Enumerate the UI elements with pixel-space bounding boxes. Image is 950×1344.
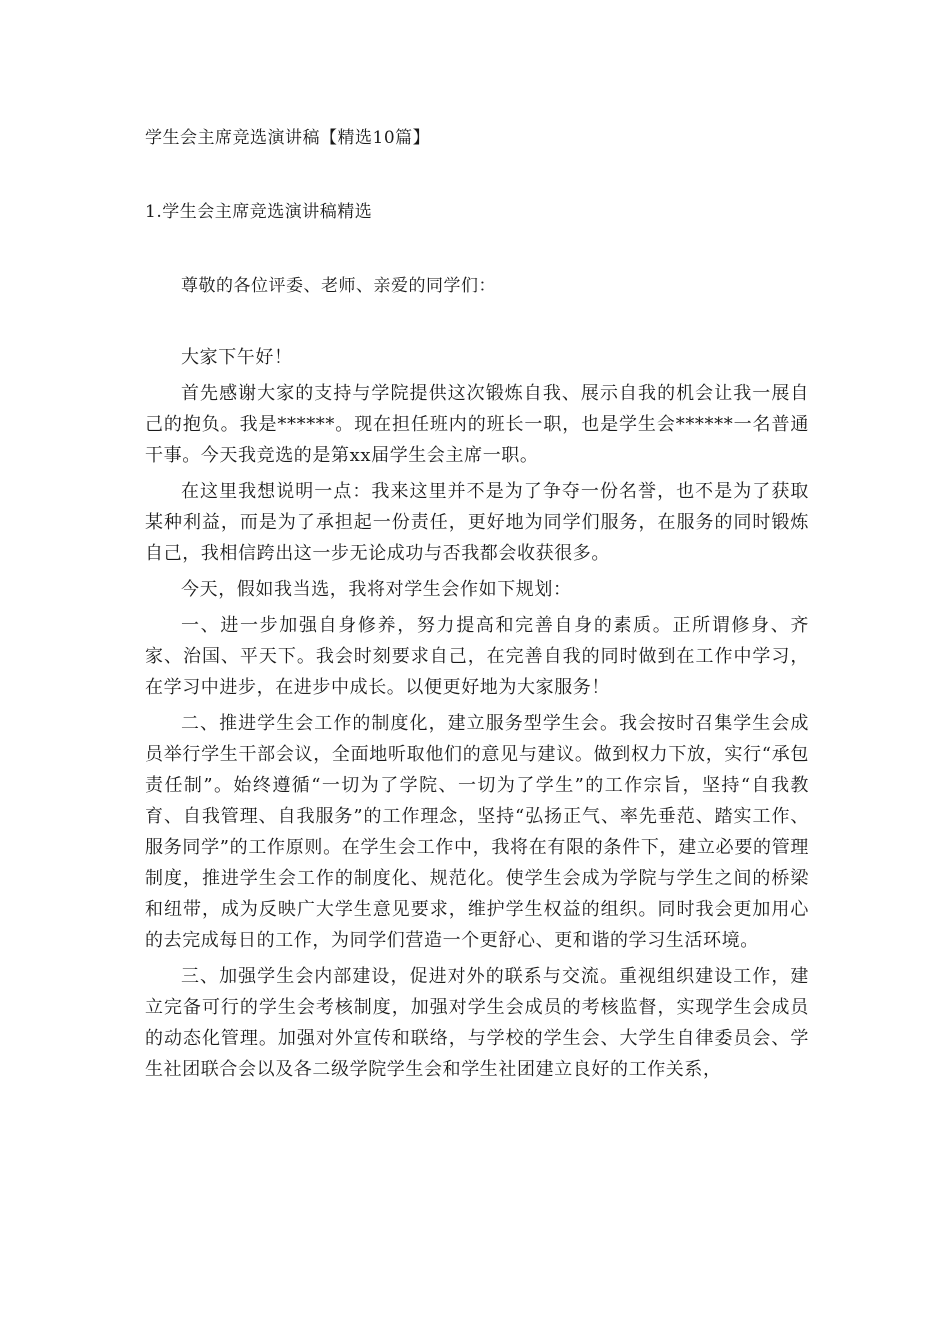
- section-heading: 1.学生会主席竞选演讲稿精选: [145, 202, 373, 222]
- paragraph-plan-2: 二、推进学生会工作的制度化，建立服务型学生会。我会按时召集学生会成员举行学生干部会议，全面地听取他们的意见与建议。做到权力下放，实行“承包责任制”。始终遵循“一切为了学院、一切为了学生”的工作宗旨，坚持“自我教育、自我管理、自我服务”的工作理念，坚持“弘扬正气、率先垂范、踏实工作、服务同学”的工作原则。在学生会工作中，我将在有限的条件下，建立必要的管理制度，推进学生会工作的制度化、规范化。使学生会成为学院与学生之间的桥梁和纽带，成为反映广大学生意见要求，维护学生权益的组织。同时我会更加用心的去完成每日的工作，为同学们营造一个更舒心、更和谐的学习生活环境。: [145, 713, 809, 951]
- paragraph-greeting: 大家下午好！: [181, 347, 293, 368]
- paragraph-plan-1: 一、进一步加强自身修养，努力提高和完善自身的素质。正所谓修身、齐家、治国、平天下。我会时刻要求自己，在完善自我的同时做到在工作中学习，在学习中进步，在进步中成长。以便更好地为大家服务！: [145, 615, 809, 698]
- paragraph-purpose: 在这里我想说明一点：我来这里并不是为了争夺一份名誉，也不是为了获取某种利益，而是为了承担起一份责任，更好地为同学们服务，在服务的同时锻炼自己，我相信跨出这一步无论成功与否我都会收获很多。: [145, 481, 809, 564]
- paragraph-intro: 首先感谢大家的支持与学院提供这次锻炼自我、展示自我的机会让我一展自己的抱负。我是******。现在担任班内的班长一职，也是学生会******一名普通干事。今天我竞选的是第xx届学生会主席一职。: [145, 383, 809, 466]
- salutation: 尊敬的各位评委、老师、亲爱的同学们：: [181, 276, 496, 296]
- paragraph-plan-intro: 今天，假如我当选，我将对学生会作如下规划：: [181, 579, 572, 600]
- document-body: [145, 342, 809, 1090]
- document-title: 学生会主席竞选演讲稿【精选10篇】: [145, 128, 431, 148]
- paragraph-plan-3: 三、加强学生会内部建设，促进对外的联系与交流。重视组织建设工作，建立完备可行的学生会考核制度，加强对学生会成员的考核监督，实现学生会成员的动态化管理。加强对外宣传和联络，与学校的学生会、大学生自律委员会、学生社团联合会以及各二级学院学生会和学生社团建立良好的工作关系，: [145, 966, 809, 1080]
